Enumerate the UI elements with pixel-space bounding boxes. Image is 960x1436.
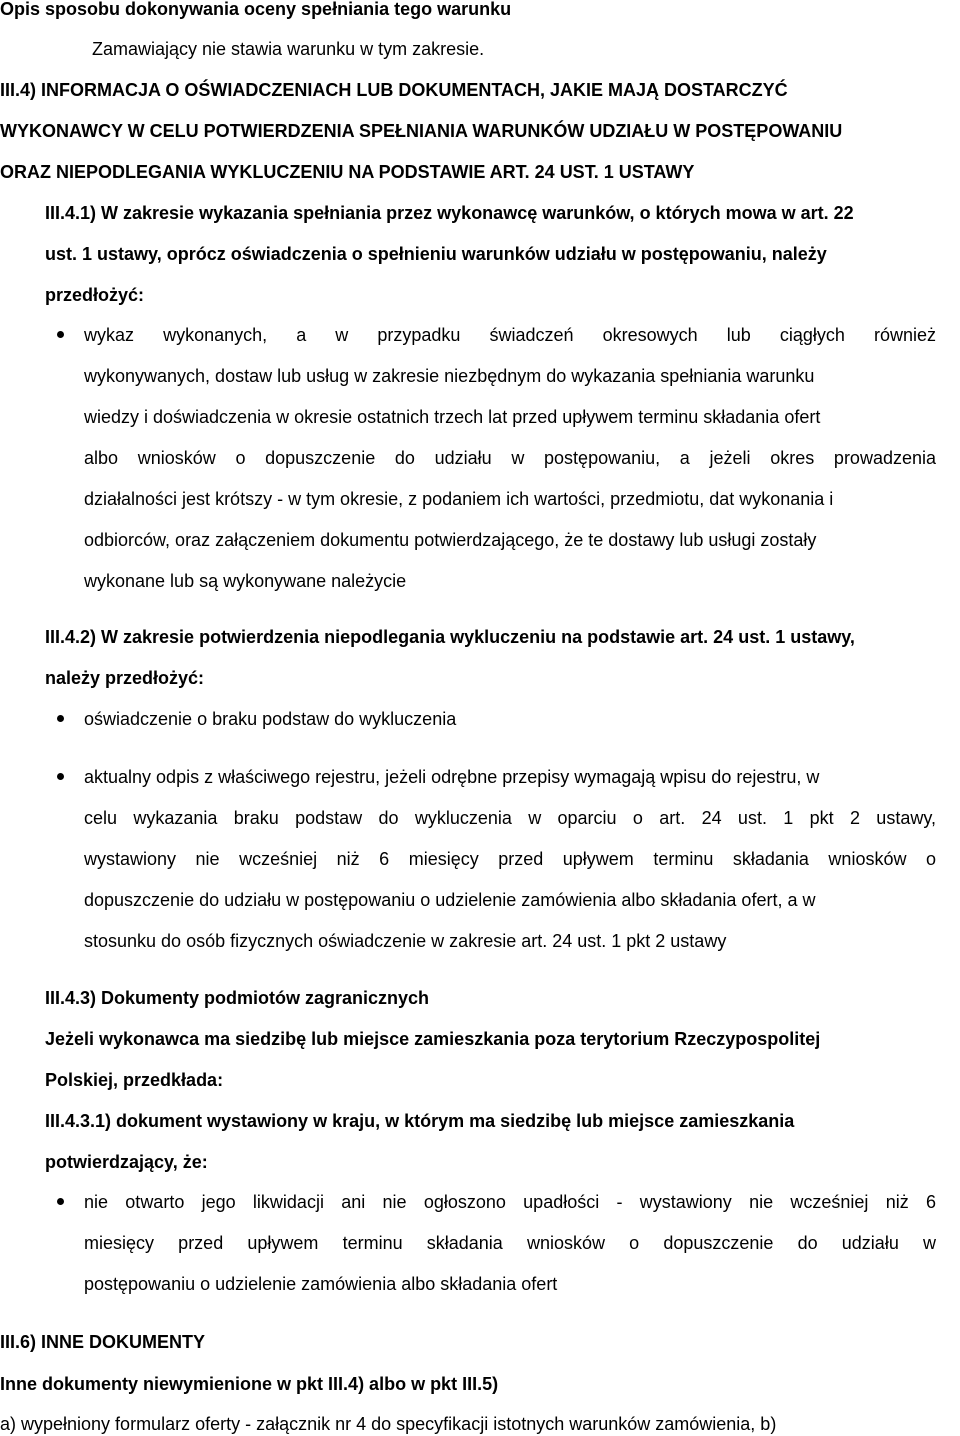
bullet-dot-icon	[57, 715, 64, 722]
section-heading-iii6: III.6) INNE DOKUMENTY	[0, 1332, 206, 1352]
list-item-odpis-line5: stosunku do osób fizycznych oświadczenie w zakresie art. 24 ust. 1 pkt 2 ustawy	[84, 931, 727, 951]
bullet-dot-icon	[57, 1198, 64, 1205]
subsection-heading-iii431-line2: potwierdzający, że:	[45, 1152, 208, 1172]
subsection-heading-iii42-line1: III.4.2) W zakresie potwierdzenia niepodlegania wykluczeniu na podstawie art. 24 ust. 1 ustawy,	[45, 627, 855, 647]
list-item-wykaz-line4: albo wniosków o dopuszczenie do udziału w postępowaniu, a jeżeli okres prowadzenia	[84, 448, 936, 468]
paragraph-iii43-intro-line2: Polskiej, przedkłada:	[45, 1070, 224, 1090]
list-item-wykaz-line3: wiedzy i doświadczenia w okresie ostatnich trzech lat przed upływem terminu składania ofert	[84, 407, 821, 427]
subsection-heading-iii43: III.4.3) Dokumenty podmiotów zagranicznych	[45, 988, 430, 1008]
list-item-wykaz-line7: wykonane lub są wykonywane należycie	[84, 571, 407, 591]
bullet-dot-icon	[57, 773, 64, 780]
subsection-heading-iii41-line2: ust. 1 ustawy, oprócz oświadczenia o spełnieniu warunków udziału w postępowaniu, należy	[45, 244, 827, 264]
subsection-heading-iii431-line1: III.4.3.1) dokument wystawiony w kraju, w którym ma siedzibę lub miejsce zamieszkania	[45, 1111, 795, 1131]
list-item-likwidacja-line2: miesięcy przed upływem terminu składania wniosków o dopuszczenie do udziału w	[84, 1233, 936, 1253]
subsection-heading-iii41-line3: przedłożyć:	[45, 285, 145, 305]
list-item-likwidacja-line1: nie otwarto jego likwidacji ani nie ogłoszono upadłości - wystawiony nie wcześniej niż 6	[84, 1192, 936, 1212]
subsection-heading-iii41-line1: III.4.1) W zakresie wykazania spełniania przez wykonawcę warunków, o których mowa w art. 22	[45, 203, 854, 223]
list-item-oswiadczenie: oświadczenie o braku podstaw do wykluczenia	[84, 709, 457, 729]
list-item-odpis-line3: wystawiony nie wcześniej niż 6 miesięcy przed upływem terminu składania wniosków o	[84, 849, 936, 869]
list-item-likwidacja-line3: postępowaniu o udzielenie zamówienia albo składania ofert	[84, 1274, 558, 1294]
section-heading-iii4-line2: WYKONAWCY W CELU POTWIERDZENIA SPEŁNIANIA WARUNKÓW UDZIAŁU W POSTĘPOWANIU	[0, 121, 843, 141]
list-item-odpis-line2: celu wykazania braku podstaw do wykluczenia w oparciu o art. 24 ust. 1 pkt 2 ustawy,	[84, 808, 936, 828]
list-item-wykaz-line2: wykonywanych, dostaw lub usług w zakresie niezbędnym do wykazania spełniania warunku	[84, 366, 815, 386]
paragraph-opis: Zamawiający nie stawia warunku w tym zakresie.	[92, 39, 485, 59]
list-item-odpis-line1: aktualny odpis z właściwego rejestru, jeżeli odrębne przepisy wymagają wpisu do rejestru, w	[84, 767, 820, 787]
list-item-odpis-line4: dopuszczenie do udziału w postępowaniu o udzielenie zamówienia albo składania ofert, a w	[84, 890, 816, 910]
list-item-wykaz-line5: działalności jest krótszy - w tym okresie, z podaniem ich wartości, przedmiotu, dat wykonania i	[84, 489, 834, 509]
list-item-wykaz-line6: odbiorców, oraz załączeniem dokumentu potwierdzającego, że te dostawy lub usługi zostały	[84, 530, 817, 550]
bullet-dot-icon	[57, 331, 64, 338]
section-heading-opis: Opis sposobu dokonywania oceny spełniania tego warunku	[0, 0, 512, 19]
section-heading-iii4-line3: ORAZ NIEPODLEGANIA WYKLUCZENIU NA PODSTAWIE ART. 24 UST. 1 USTAWY	[0, 162, 695, 182]
paragraph-iii43-intro-line1: Jeżeli wykonawca ma siedzibę lub miejsce zamieszkania poza terytorium Rzeczypospolitej	[45, 1029, 821, 1049]
subsection-heading-inne-dokumenty: Inne dokumenty niewymienione w pkt III.4) albo w pkt III.5)	[0, 1374, 499, 1394]
list-item-wykaz-line1: wykaz wykonanych, a w przypadku świadczeń okresowych lub ciągłych również	[84, 325, 936, 345]
subsection-heading-iii42-line2: należy przedłożyć:	[45, 668, 205, 688]
section-heading-iii4-line1: III.4) INFORMACJA O OŚWIADCZENIACH LUB DOKUMENTACH, JAKIE MAJĄ DOSTARCZYĆ	[0, 80, 788, 100]
paragraph-iii6: a) wypełniony formularz oferty - załącznik nr 4 do specyfikacji istotnych warunków zamówienia, b)	[0, 1414, 777, 1434]
